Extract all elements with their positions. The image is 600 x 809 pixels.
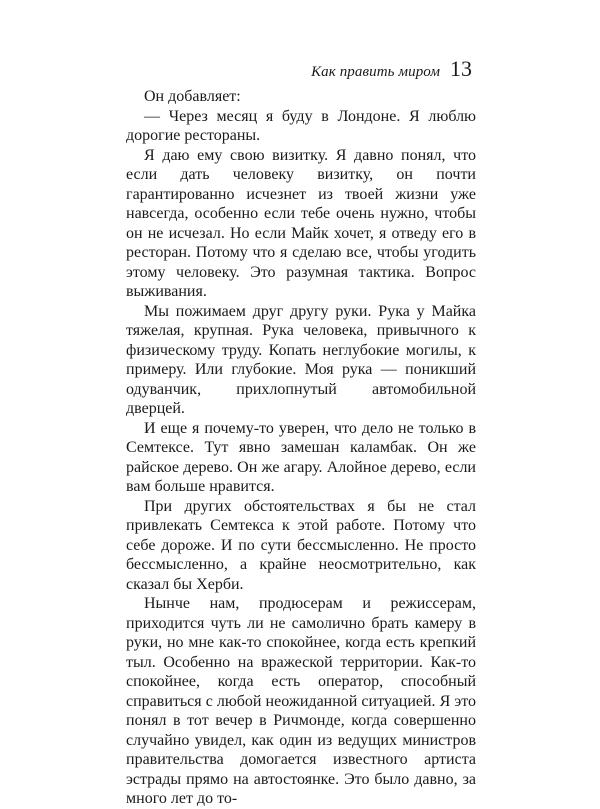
paragraph: Я даю ему свою визитку. Я давно понял, что если дать человеку визитку, он почти гарантированно исчезнет из твоей жизни уже навсегда, особенно если тебе очень нужно, чтобы он не исчезал. Но если Майк хочет, я отведу его в ресторан. Потому что я сделаю все, чтобы угодить этому человеку. Это разумная тактика. Вопрос выживания. xyxy=(126,146,476,300)
paragraph: Нынче нам, продюсерам и режиссерам, приходится чуть ли не самолично брать камеру в руки, но мне как-то спокойнее, когда есть крепкий тыл. Особенно на вражеской территории. Как-то спокойнее, когда есть оператор, способный справиться с любой неожиданной ситуацией. Я это понял в тот вечер в Ричмонде, когда совершенно случайно увидел, как один из ведущих министров правительства домогается известного артиста эстрады прямо на автостоянке. Это было давно, за много лет до то- xyxy=(126,595,476,807)
paragraph: И еще я почему-то уверен, что дело не только в Семтексе. Тут явно замешан каламбак. Он же райское дерево. Он же агару. Алойное дерево, если вам больше нравится. xyxy=(126,419,476,495)
page-number: 13 xyxy=(450,56,472,81)
running-head xyxy=(311,56,472,82)
running-title: Как править миром xyxy=(311,64,440,80)
paragraph: — Через месяц я буду в Лондоне. Я люблю дорогие рестораны. xyxy=(126,107,476,144)
paragraph: При других обстоятельствах я бы не стал привлекать Семтекса к этой работе. Потому что себе дороже. И по сути бессмысленно. Не просто бессмысленно, а крайне неосмотрительно, как сказал бы Херби. xyxy=(126,497,476,593)
paragraph: Мы пожимаем друг другу руки. Рука у Майка тяжелая, крупная. Рука человека, привычного к физическому труду. Копать неглубокие могилы, к примеру. Или глубокие. Моя рука — поникший одуванчик, прихлопнутый автомобильной дверцей. xyxy=(126,302,476,417)
paragraph: Он добавляет: xyxy=(144,88,241,105)
body-text xyxy=(126,87,476,809)
